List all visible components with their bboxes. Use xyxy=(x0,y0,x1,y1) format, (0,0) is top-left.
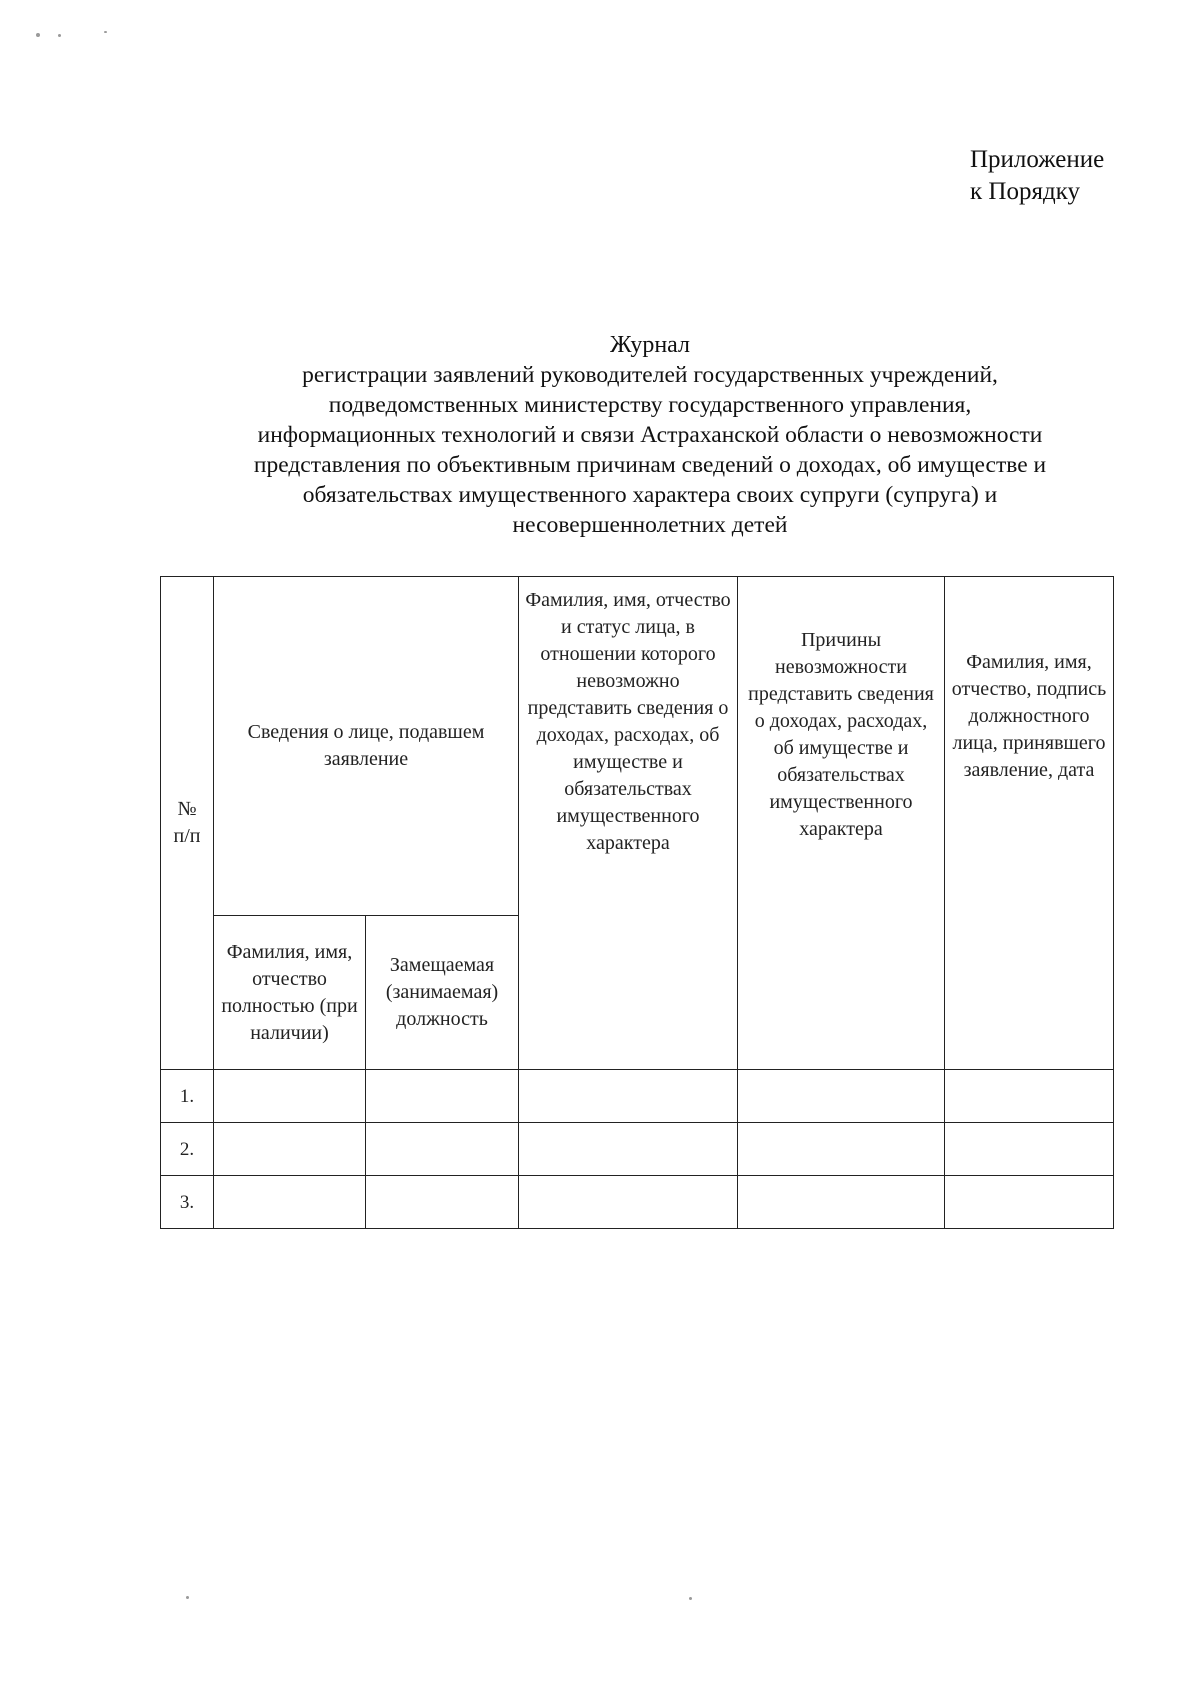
header-applicant-info: Сведения о лице, подавшем заявление xyxy=(214,577,519,916)
cell-position[interactable] xyxy=(366,1070,519,1123)
cell-official[interactable] xyxy=(945,1176,1114,1229)
appendix-label: Приложение xyxy=(970,146,1105,173)
header-number: № п/п xyxy=(161,577,214,1070)
cell-official[interactable] xyxy=(945,1070,1114,1123)
cell-reasons[interactable] xyxy=(738,1176,945,1229)
cell-position[interactable] xyxy=(366,1176,519,1229)
table-row xyxy=(161,1176,1114,1229)
table-header-row xyxy=(161,577,1114,916)
cell-reasons[interactable] xyxy=(738,1070,945,1123)
title-line: несовершеннолетних детей xyxy=(512,512,788,538)
scan-speck xyxy=(58,34,61,37)
header-reasons: Причины невозможности представить сведения о доходах, расходах, об имуществе и обязательствах имущественного характера xyxy=(738,577,945,1070)
subheader-full-name: Фамилия, имя, отчество полностью (при наличии) xyxy=(214,916,366,1070)
cell-position[interactable] xyxy=(366,1123,519,1176)
cell-official[interactable] xyxy=(945,1123,1114,1176)
appendix-note xyxy=(900,144,1120,208)
cell-reasons[interactable] xyxy=(738,1123,945,1176)
subheader-position: Замещаемая (занимаемая) должность xyxy=(366,916,519,1070)
cell-full-name[interactable] xyxy=(214,1070,366,1123)
scan-speck xyxy=(36,33,40,37)
table-row xyxy=(161,1070,1114,1123)
title-heading: Журнал xyxy=(609,332,690,358)
header-official: Фамилия, имя, отчество, подпись должностного лица, принявшего заявление, дата xyxy=(945,577,1114,1070)
cell-full-name[interactable] xyxy=(214,1123,366,1176)
scan-speck xyxy=(689,1597,692,1600)
header-person-status: Фамилия, имя, отчество и статус лица, в отношении которого невозможно представить сведения о доходах, расходах, об имуществе и обязательствах имущественного характера xyxy=(519,577,738,1070)
journal-title xyxy=(150,330,1150,540)
row-number: 1. xyxy=(161,1070,214,1123)
table-row xyxy=(161,1123,1114,1176)
cell-person-status[interactable] xyxy=(519,1070,738,1123)
title-line: регистрации заявлений руководителей государственных учреждений, xyxy=(302,362,998,388)
cell-person-status[interactable] xyxy=(519,1123,738,1176)
title-line: обязательствах имущественного характера своих супруги (супруга) и xyxy=(302,482,998,508)
cell-full-name[interactable] xyxy=(214,1176,366,1229)
registration-table xyxy=(160,576,1114,1229)
title-line: информационных технологий и связи Астраханской области о невозможности xyxy=(257,422,1043,448)
title-line: подведомственных министерству государственного управления, xyxy=(328,392,972,418)
title-line: представления по объективным причинам сведений о доходах, об имуществе и xyxy=(253,452,1047,478)
appendix-reference: к Порядку xyxy=(970,178,1080,205)
row-number: 2. xyxy=(161,1123,214,1176)
scan-speck xyxy=(186,1596,189,1599)
scan-speck xyxy=(104,31,107,33)
row-number: 3. xyxy=(161,1176,214,1229)
cell-person-status[interactable] xyxy=(519,1176,738,1229)
